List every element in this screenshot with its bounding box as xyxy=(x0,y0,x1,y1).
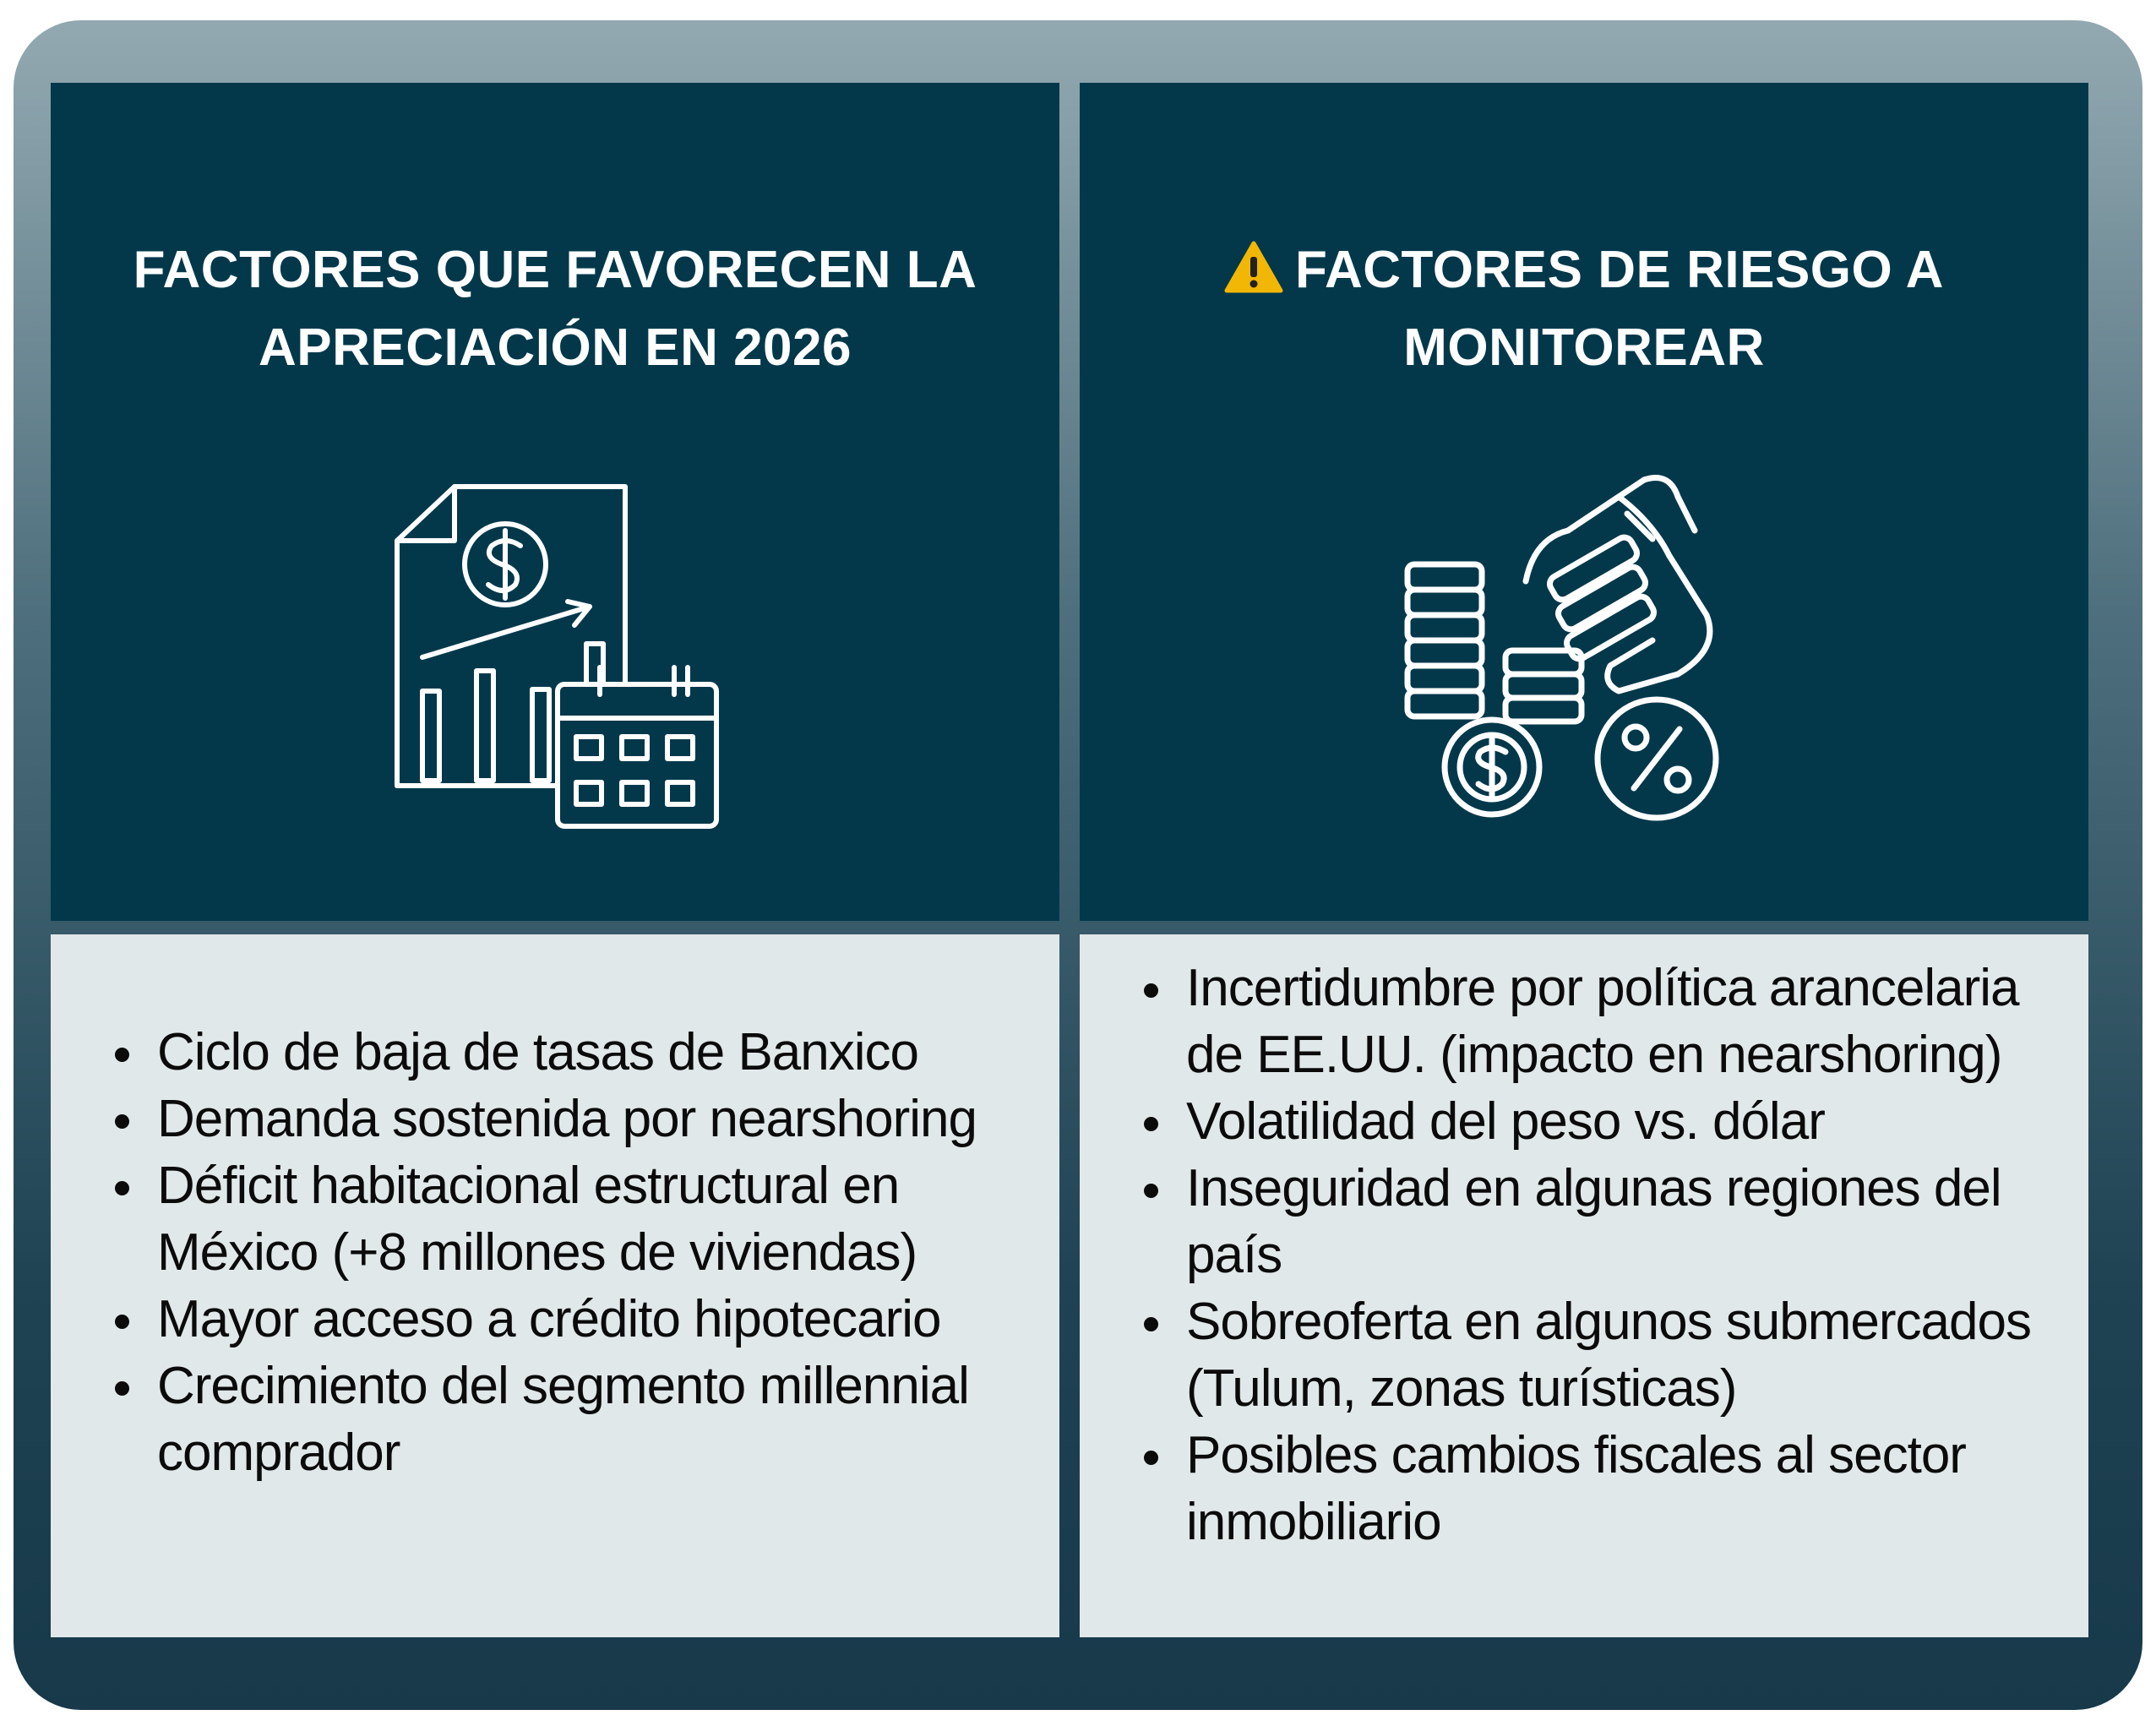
list-item: Incertidumbre por política arancelaria de EE.UU. (impacto en nearshoring) xyxy=(1139,955,2063,1088)
favorable-factors-list xyxy=(110,1019,1034,1486)
list-item: Déficit habitacional estructural en México (+8 millones de viviendas) xyxy=(110,1152,1034,1286)
favorable-factors-body xyxy=(51,934,1059,1637)
list-item: Mayor acceso a crédito hipotecario xyxy=(110,1286,1034,1353)
list-item: Posibles cambios fiscales al sector inmobiliario xyxy=(1139,1422,2063,1555)
list-item: Sobreoferta en algunos submercados (Tulum, zonas turísticas) xyxy=(1139,1288,2063,1422)
list-item: Crecimiento del segmento millennial comprador xyxy=(110,1353,1034,1486)
risk-factors-header xyxy=(1080,83,2088,921)
risk-factors-title xyxy=(1113,231,2055,387)
list-item: Inseguridad en algunas regiones del país xyxy=(1139,1155,2063,1288)
list-item: Demanda sostenida por nearshoring xyxy=(110,1086,1034,1152)
warning-icon xyxy=(1224,240,1283,294)
list-item: Volatilidad del peso vs. dólar xyxy=(1139,1088,2063,1155)
risk-factors-body xyxy=(1080,934,2088,1637)
list-item: Ciclo de baja de tasas de Banxico xyxy=(110,1019,1034,1086)
financial-report-calendar-icon xyxy=(389,480,727,835)
risk-factors-title-text: FACTORES DE RIESGO A MONITOREAR xyxy=(1295,241,1944,377)
favorable-factors-title: FACTORES QUE FAVORECEN LA APRECIACIÓN EN 2026 xyxy=(133,241,977,377)
hand-coins-percent-icon xyxy=(1399,463,1771,835)
favorable-factors-header xyxy=(51,83,1059,921)
risk-factors-list xyxy=(1139,955,2063,1555)
